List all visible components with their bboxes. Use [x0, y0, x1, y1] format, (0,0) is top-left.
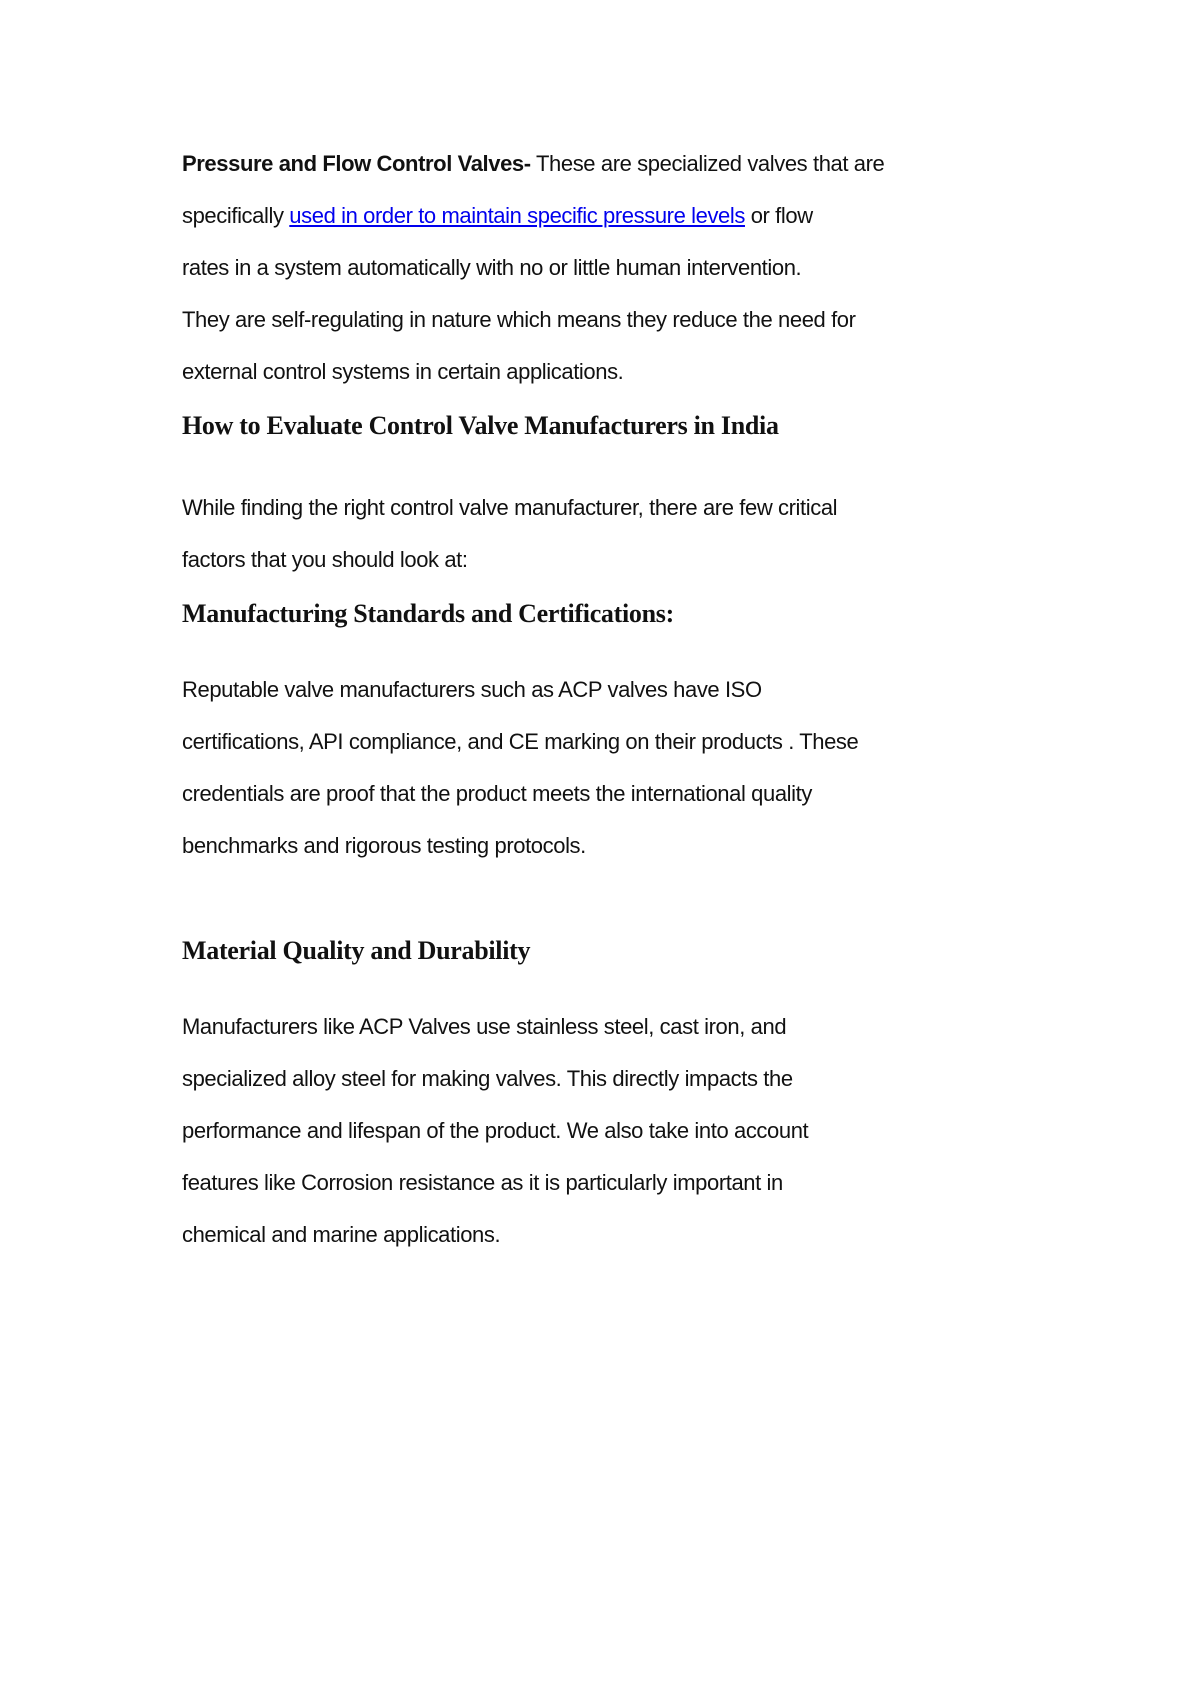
- text-line: credentials are proof that the product meets the international quality: [182, 781, 812, 806]
- text: or flow: [744, 203, 813, 228]
- paragraph-materials: [182, 1001, 1042, 1261]
- text-line: [182, 190, 1042, 242]
- text-line: factors that you should look at:: [182, 547, 468, 572]
- text-line: Reputable valve manufacturers such as ACP valves have ISO: [182, 677, 762, 702]
- pressure-levels-link[interactable]: used in order to maintain specific pressure levels: [289, 203, 745, 228]
- paragraph-pressure-flow-valves: [182, 138, 1042, 398]
- text: specifically: [182, 203, 290, 228]
- text-line: performance and lifespan of the product. We also take into account: [182, 1118, 809, 1143]
- bold-term: Pressure and Flow Control Valves-: [182, 151, 531, 176]
- text-line: features like Corrosion resistance as it is particularly important in: [182, 1170, 783, 1195]
- text-line: specialized alloy steel for making valves. This directly impacts the: [182, 1066, 793, 1091]
- text-line: [182, 138, 1042, 190]
- text-line: Manufacturers like ACP Valves use stainless steel, cast iron, and: [182, 1014, 787, 1039]
- text: These are specialized valves that are: [530, 151, 885, 176]
- text-line: benchmarks and rigorous testing protocols.: [182, 833, 586, 858]
- text-line: certifications, API compliance, and CE marking on their products . These: [182, 729, 859, 754]
- paragraph-intro-factors: [182, 482, 1042, 586]
- heading-standards-certifications: Manufacturing Standards and Certifications:: [182, 599, 674, 628]
- text-line: They are self-regulating in nature which means they reduce the need for: [182, 307, 856, 332]
- heading-evaluate-manufacturers: How to Evaluate Control Valve Manufacturers in India: [182, 411, 779, 440]
- text-line: rates in a system automatically with no or little human intervention.: [182, 255, 802, 280]
- text-line: external control systems in certain applications.: [182, 359, 624, 384]
- text-line: chemical and marine applications.: [182, 1222, 501, 1247]
- text-line: While finding the right control valve manufacturer, there are few critical: [182, 495, 838, 520]
- heading-material-quality: Material Quality and Durability: [182, 936, 531, 965]
- paragraph-certifications: [182, 664, 1042, 872]
